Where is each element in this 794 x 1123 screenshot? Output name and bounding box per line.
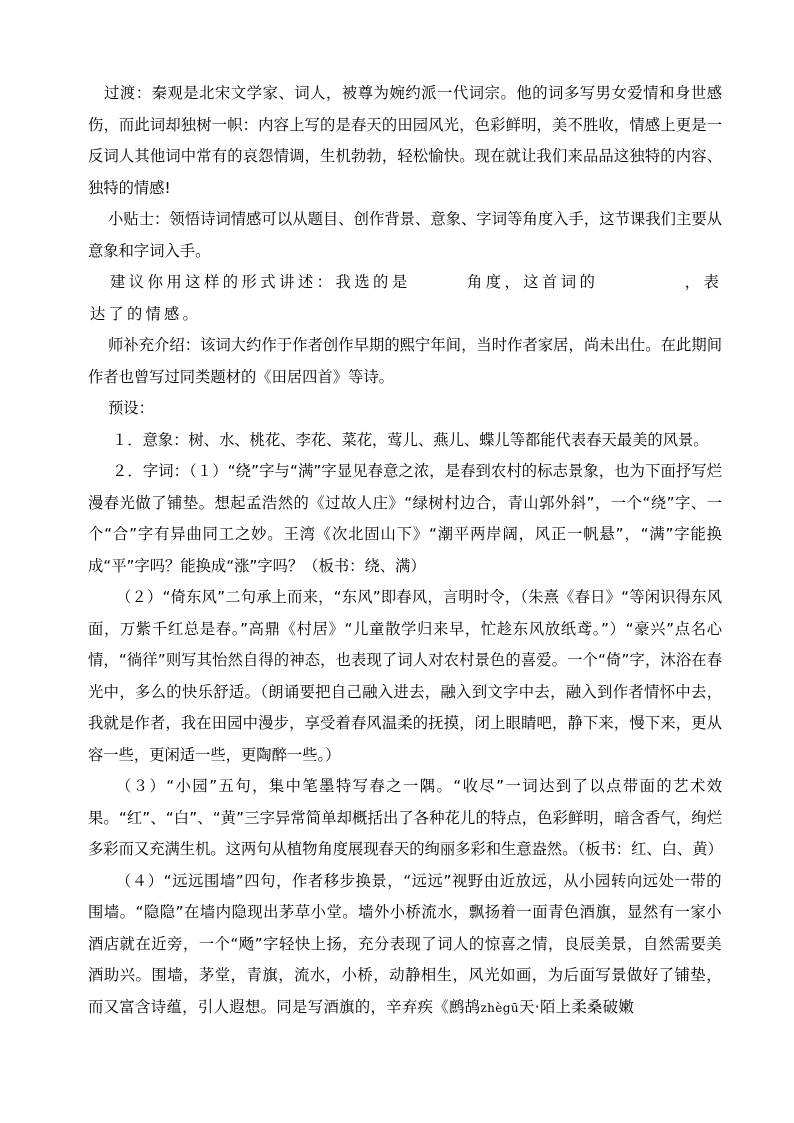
paragraph-words-3: （３）“小园”五句，集中笔墨特写春之一隅。“收尽”一词达到了以点带面的艺术效果。“红”、“白”、“黄”三字异常简单却概括出了各种花儿的特点，色彩鲜明，暗含香气，绚烂多彩而又充满生机。这两句从植物角度展现春天的绚丽多彩和生意盎然。（板书：红、白、黄） [88, 777, 723, 858]
paragraph-imagery: １．意象：树、水、桃花、李花、菜花，莺儿、燕儿、蝶儿等都能代表春天最美的风景。 [112, 430, 709, 449]
paragraph-transition: 过渡：秦观是北宋文学家、词人，被尊为婉约派一代词宗。他的词多写男女爱情和身世感伤，而此词却独树一帜：内容上写的是春天的田园风光，色彩鲜明，美不胜收，情感上更是一反词人其他词中常有的哀怨情调，生机勃勃，轻松愉快。现在就让我们来品品这独特的内容、独特的情感! [88, 84, 722, 197]
paragraph-preset-label: 预设： [108, 399, 154, 417]
document-body [88, 78, 722, 1024]
paragraph-words-4 [88, 866, 722, 1025]
suggestion-part-3: ，表达了的情感。 [90, 273, 722, 323]
paragraph-suggestion [88, 267, 722, 330]
suggestion-part-2: 角度，这首词的 [466, 273, 599, 291]
paragraph-words-1: ２．字词：（１）“绕”字与“满”字显见春意之浓，是春到农村的标志景象，也为下面抒写烂漫春光做了铺垫。想起孟浩然的《过故人庄》“绿树村边合，青山郭外斜”，一个“绕”字、一个“合”字有异曲同工之妙。王湾《次北固山下》“潮平两岸阔，风正一帆悬”，“满”字能换成“平”字吗？能换成“涨”字吗？（板书：绕、满） [88, 462, 722, 575]
pinyin-annotation: zhègū [480, 1000, 519, 1015]
paragraph-words-2: （２）“倚东风”二句承上而来，“东风”即春风，言明时令，（朱熹《春日》“等闲识得东风面，万紫千红总是春。”高鼎《村居》“儿童散学归来早，忙趁东风放纸鸢。”）“豪兴”点名心情，“徜徉”则写其怡然自得的神态，也表现了词人对农村景色的喜爱。一个“倚”字，沐浴在春光中，多么的快乐舒适。（朗诵要把自己融入进去，融入到文字中去，融入到作者情怀中去，我就是作者，我在田园中漫步，享受着春风温柔的抚摸，闭上眼睛吧，静下来，慢下来，更从容一些，更闲适一些，更陶醉一些。） [88, 588, 722, 764]
suggestion-part-1: 建议你用这样的形式讲述：我选的是 [110, 273, 411, 291]
words-4-text-end: 天·陌上柔桑破嫩 [519, 997, 635, 1016]
paragraph-teacher-note: 师补充介绍：该词大约作于作者创作早期的熙宁年间，当时作者家居，尚未出仕。在此期间作者也曾写过同类题材的《田居四首》等诗。 [88, 336, 722, 386]
paragraph-tip: 小贴士：领悟诗词情感可以从题目、创作背景、意象、字词等角度入手，这节课我们主要从意象和字词入手。 [88, 210, 722, 260]
words-4-text: （４）“远远围墙”四句，作者移步换景，“远远”视野由近放远，从小园转向远处一带的围墙。“隐隐”在墙内隐现出茅草小堂。墙外小桥流水，飘扬着一面青色酒旗，显然有一家小酒店就在近旁，一个“飏”字轻快上扬，充分表现了词人的惊喜之情，良辰美景，自然需要美酒助兴。围墙，茅堂，青旗，流水，小桥，动静相生，风光如画，为后面写景做好了铺垫，而又富含诗蕴，引人遐想。同是写酒旗的，辛弃疾《鹧鸪 [88, 871, 722, 1016]
